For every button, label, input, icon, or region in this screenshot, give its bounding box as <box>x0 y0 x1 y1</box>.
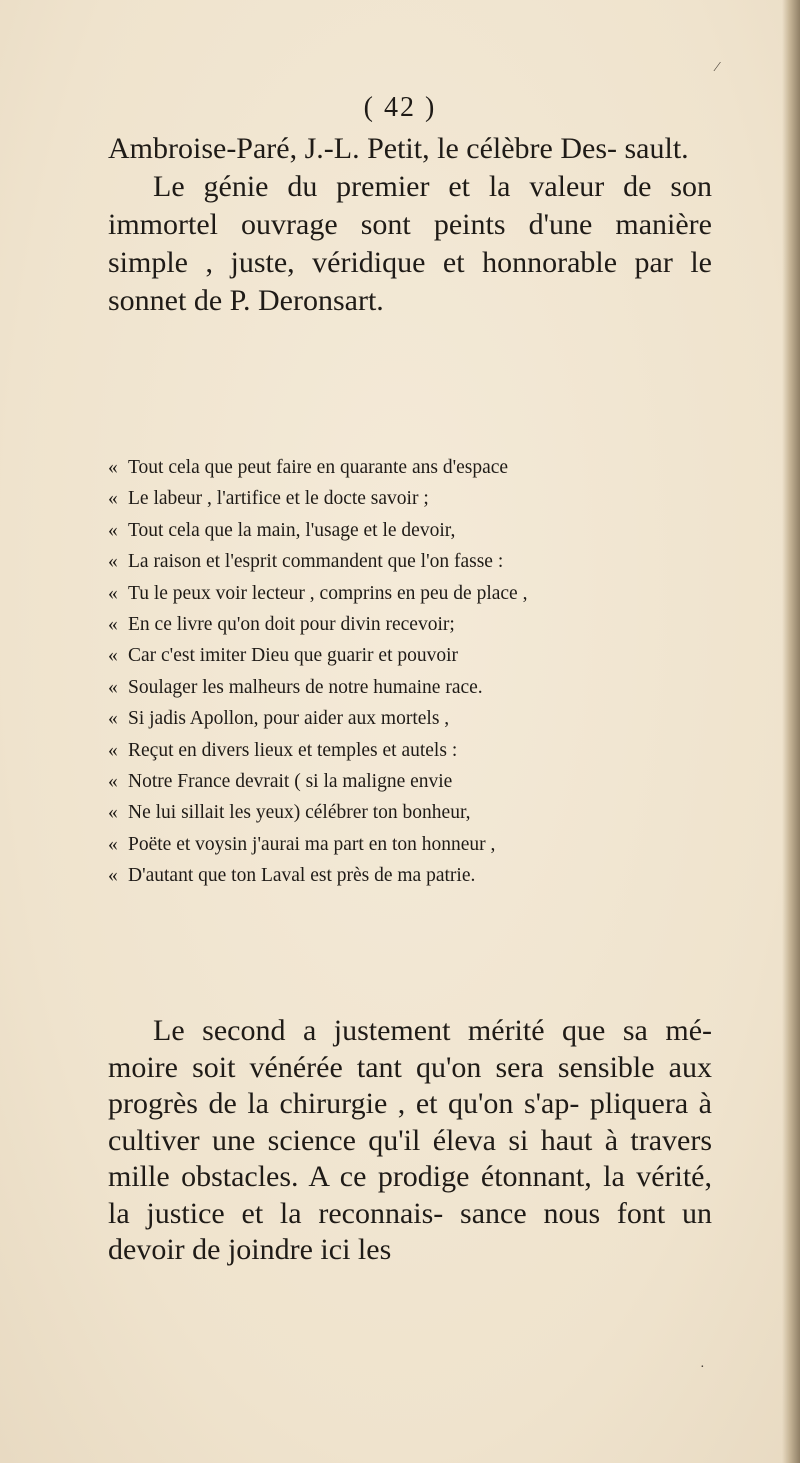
quote-mark: « <box>108 551 118 573</box>
sonnet-line <box>108 672 728 703</box>
sonnet-line <box>108 735 728 766</box>
sonnet-line-text: D'autant que ton Laval est près de ma patrie. <box>128 865 476 887</box>
sonnet-line <box>108 578 728 609</box>
sonnet-line <box>108 483 728 514</box>
quote-mark: « <box>108 614 118 636</box>
quote-mark: « <box>108 739 118 761</box>
pencil-mark: ⁄ <box>716 60 719 75</box>
quote-mark: « <box>108 802 118 824</box>
quote-mark: « <box>108 865 118 887</box>
sonnet-line-text: Poëte et voysin j'aurai ma part en ton honneur , <box>128 833 496 855</box>
quote-mark: « <box>108 582 118 604</box>
sonnet-line <box>108 515 728 546</box>
sonnet-line-text: Tout cela que la main, l'usage et le devoir, <box>128 519 456 541</box>
sonnet-line <box>108 829 728 860</box>
sonnet-line <box>108 860 728 891</box>
quote-mark: « <box>108 488 118 510</box>
intro-paragraph-2: Le génie du premier et la valeur de son immortel ouvrage sont peints d'une manière simple , juste, véridique et honnorable par le sonnet de P. Deronsart. <box>108 170 712 317</box>
page-number: ( 42 ) <box>363 92 437 123</box>
sonnet-line-text: Tu le peux voir lecteur , comprins en peu de place , <box>128 582 528 604</box>
sonnet-line <box>108 703 728 734</box>
quote-mark: « <box>108 645 118 667</box>
sonnet-line <box>108 797 728 828</box>
sonnet-line-text: Le labeur , l'artifice et le docte savoir ; <box>128 488 429 510</box>
ink-speck: · <box>700 1360 705 1375</box>
sonnet-line <box>108 640 728 671</box>
sonnet-line-text: Reçut en divers lieux et temples et autels : <box>128 739 458 761</box>
sonnet-line <box>108 609 728 640</box>
sonnet-line-text: Soulager les malheurs de notre humaine race. <box>128 676 483 698</box>
quote-mark: « <box>108 676 118 698</box>
sonnet-line-text: Tout cela que peut faire en quarante ans d'espace <box>128 457 509 478</box>
sonnet-line-text: En ce livre qu'on doit pour divin recevoir; <box>128 614 455 636</box>
intro-paragraph-1: Ambroise-Paré, J.-L. Petit, le célèbre Des- sault. <box>108 132 689 165</box>
page-edge-shadow <box>782 0 800 1463</box>
quote-mark: « <box>108 708 118 730</box>
sonnet <box>108 452 728 892</box>
sonnet-line <box>108 766 728 797</box>
quote-mark: « <box>108 833 118 855</box>
sonnet-line <box>108 452 728 483</box>
sonnet-line-text: Car c'est imiter Dieu que guarir et pouvoir <box>128 645 459 667</box>
quote-mark: « <box>108 771 118 793</box>
sonnet-line <box>108 546 728 577</box>
closing-text <box>108 1013 712 1269</box>
intro-text <box>108 130 712 320</box>
sonnet-line-text: Ne lui sillait les yeux) célébrer ton bonheur, <box>128 802 471 824</box>
sonnet-line-text: La raison et l'esprit commandent que l'on fasse : <box>128 551 504 573</box>
closing-paragraph: Le second a justement mérité que sa mé- moire soit vénérée tant qu'on sera sensible aux progrès de la chirurgie , et qu'on s'ap- pliquera à cultiver une science qu'il éleva si haut à travers mille obstacles. A ce prodige étonnant, la vérité, la justice et la reconnais- sance nous font un devoir de joindre ici les <box>108 1014 712 1266</box>
sonnet-line-text: Si jadis Apollon, pour aider aux mortels , <box>128 708 450 730</box>
quote-mark: « <box>108 519 118 541</box>
quote-mark: « <box>108 457 118 478</box>
sonnet-line-text: Notre France devrait ( si la maligne envie <box>128 771 453 793</box>
